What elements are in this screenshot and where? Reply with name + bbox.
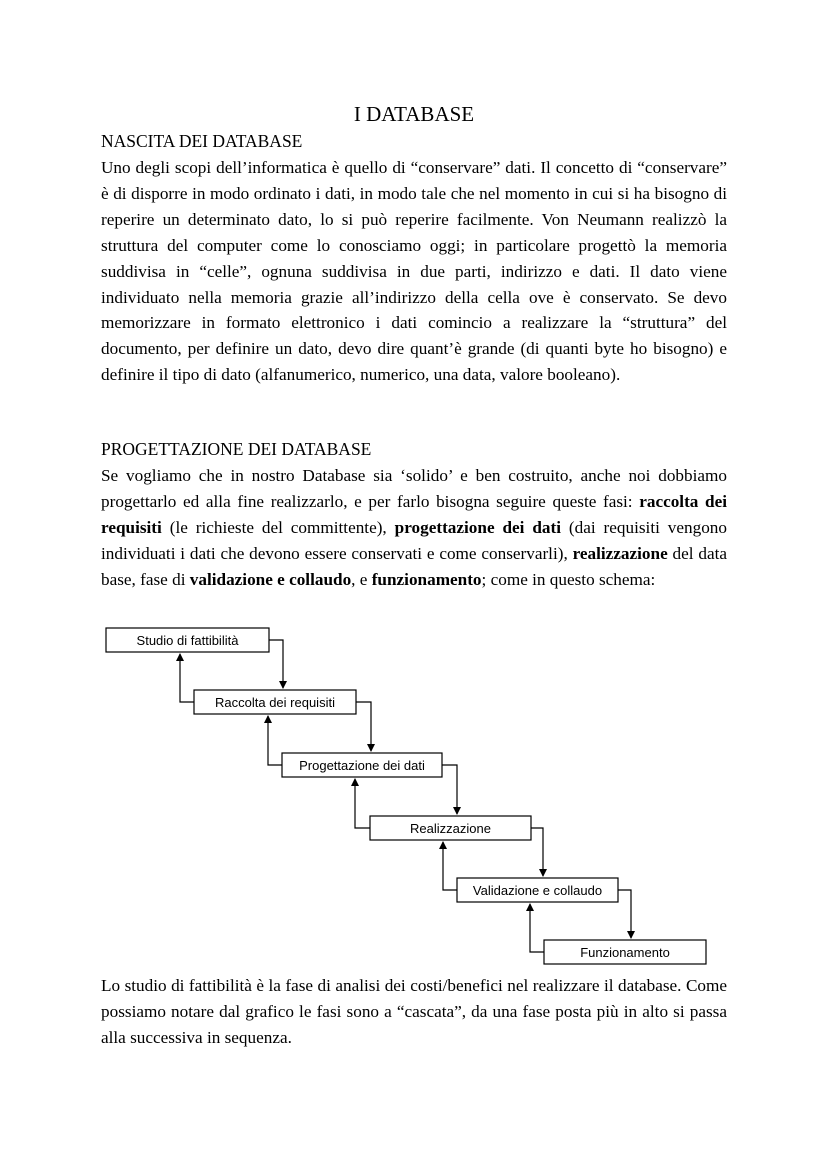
feedback-arrow [355,779,370,828]
section-heading-nascita: NASCITA DEI DATABASE [101,131,303,151]
bold-term-validazione: validazione e collaudo [189,569,352,589]
closing-paragraph: Lo studio di fattibilità è la fase di analisi dei costi/benefici nel realizzare il database. Come possiamo notare dal grafico le fasi sono a “cascata”, da una fase posta più in alto si passa alla successiva in sequenza. [101,976,727,1047]
feedback-arrow [530,904,544,952]
text-run: ; come in questo schema: [481,569,656,589]
bold-term-raccolta: raccolta dei requisiti [101,491,727,537]
step-box-raccolta [194,690,356,714]
step-box-realizzazione [370,816,531,840]
step-label: Raccolta dei requisiti [215,695,335,710]
feedback-arrow [268,716,282,765]
bold-term-progettazione: progettazione dei dati [394,517,562,537]
feedback-arrow [180,654,194,702]
step-label: Studio di fattibilità [136,633,239,648]
text-run: (le richieste del committente), [161,517,395,537]
section-paragraph-nascita: Uno degli scopi dell’informatica è quello di “conservare” dati. Il concetto di “conservare” è di disporre in modo ordinato i dati, in modo tale che nel momento in cui si ha bisogno di reperire un determinato dato, lo si può reperire facilmente. Von Neumann realizzò la struttura del computer come lo conosciamo oggi; in particolare progettò la memoria suddivisa in “celle”, ognuna suddivisa in due parti, indirizzo e dati. Il dato viene individuato nella memoria grazie all’indirizzo della cella ove è conservato. Se devo memorizzare in formato elettronico i dati comincio a realizzare la “struttura” del documento, per definire un dato, devo dire quant’è grande (di quanti byte ho bisogno) e definire il tipo di dato (alfanumerico, numerico, una data, valore booleano). [101,158,727,385]
step-box-funzionamento [544,940,706,964]
feedback-arrow [443,842,457,890]
forward-arrow [618,890,631,938]
text-run: del data base, fase di [101,543,727,589]
step-label: Realizzazione [410,821,491,836]
step-box-validazione [457,878,618,902]
forward-arrow [531,828,543,876]
text-run: Se vogliamo che in nostro Database sia ‘solido’ e ben costruito, anche noi dobbiamo progettarlo ed alla fine realizzarlo, e per farlo bisogna seguire queste fasi: [101,466,727,511]
forward-arrow [356,702,371,751]
step-label: Progettazione dei dati [299,758,425,773]
step-label: Funzionamento [580,945,670,960]
section-heading-progettazione: PROGETTAZIONE DEI DATABASE [101,439,372,459]
bold-term-realizzazione: realizzazione [572,543,668,563]
page-title: I DATABASE [353,102,475,126]
step-box-studio [106,628,269,652]
step-label: Validazione e collaudo [472,883,603,898]
bold-term-funzionamento: funzionamento [371,569,482,589]
forward-arrow [442,765,457,814]
text-run: (dai requisiti vengono individuati i dati che devono essere conservati e come conservarli), [101,517,727,563]
step-box-progettazione [282,753,442,777]
text-run: , e [351,569,372,589]
forward-arrow [269,640,283,688]
